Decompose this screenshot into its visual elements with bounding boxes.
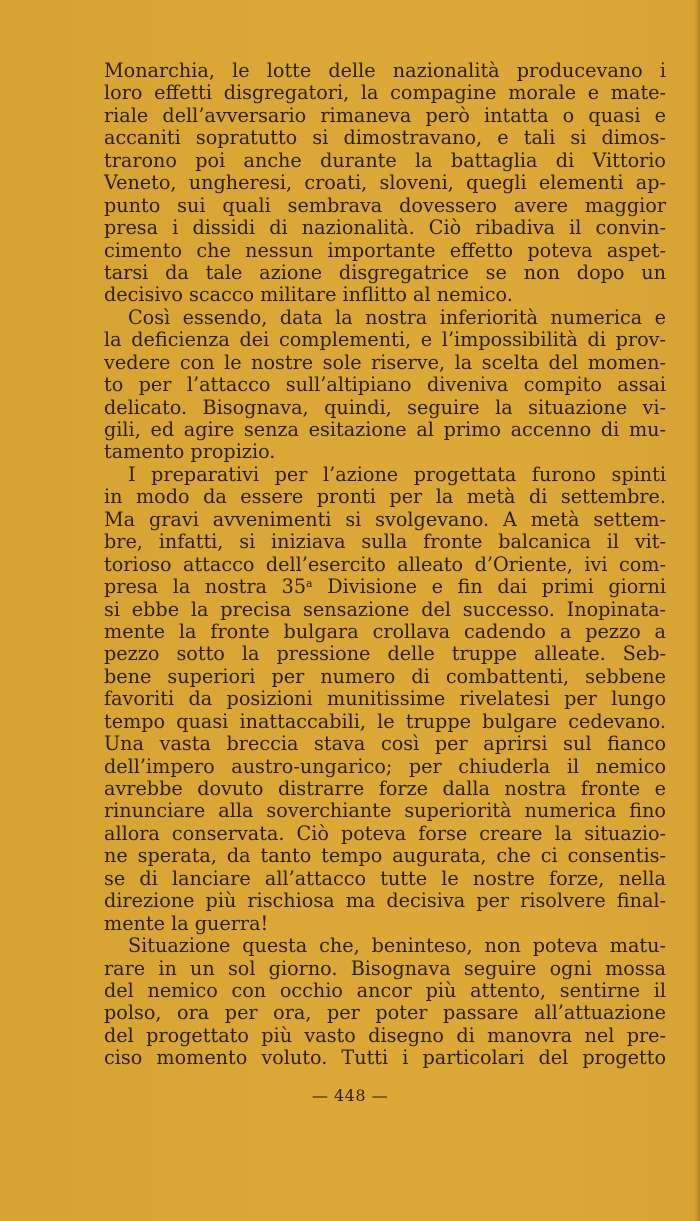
- text-line: to per l’attacco sull’altipiano diveniva compito assai: [104, 373, 666, 397]
- text-line: Ma gravi avvenimenti si svolgevano. A metà settem-: [104, 507, 666, 531]
- text-line: accaniti sopratutto si dimostravano, e tali si dimos-: [104, 126, 666, 150]
- text-line: Situazione questa che, beninteso, non poteva matu-: [128, 934, 666, 958]
- text-line: tempo quasi inattaccabili, le truppe bulgare cedevano.: [104, 709, 666, 733]
- body-text: [104, 60, 666, 1070]
- text-line: loro effetti disgregatori, la compagine morale e mate-: [104, 81, 666, 105]
- text-line: se di lanciare all’attacco tutte le nostre forze, nella: [104, 866, 666, 890]
- text-line: rare in un sol giorno. Bisognava seguire ogni mossa: [104, 956, 666, 980]
- text-line-segment: presa la nostra 35: [104, 575, 307, 599]
- text-line: bene superiori per numero di combattenti, sebbene: [104, 664, 666, 688]
- text-line: favoriti da posizioni munitissime rivelatesi per lungo: [104, 687, 666, 711]
- text-line: tamento propizio.: [104, 440, 276, 464]
- text-line: Una vasta breccia stava così per aprirsi sul fianco: [104, 732, 666, 756]
- text-line: decisivo scacco militare inflitto al nemico.: [104, 283, 513, 307]
- text-line: del nemico con occhio ancor più attento, sentirne il: [104, 978, 666, 1002]
- text-line: del progettato più vasto disegno di manovra nel pre-: [104, 1023, 666, 1047]
- text-line: I preparativi per l’azione progettata furono spinti: [128, 462, 666, 486]
- text-line: dell’impero austro-ungarico; per chiuderla il nemico: [104, 754, 666, 778]
- text-line: ciso momento voluto. Tutti i particolari del progetto: [104, 1046, 666, 1070]
- text-line: si ebbe la precisa sensazione del successo. Inopinata-: [104, 597, 666, 621]
- text-line: polso, ora per ora, per poter passare all’attuazione: [104, 1001, 666, 1025]
- text-line-segment: Divisione e fin dai primi giorni: [312, 575, 666, 599]
- text-line: pezzo sotto la pressione delle truppe alleate. Seb-: [104, 642, 666, 666]
- text-line: la deficienza dei complementi, e l’impossibilità di prov-: [104, 328, 666, 352]
- text-line: ne sperata, da tanto tempo augurata, che ci consentis-: [104, 844, 666, 868]
- superscript: a: [306, 577, 313, 591]
- text-line: Così essendo, data la nostra inferiorità numerica e: [128, 305, 666, 329]
- text-line: vedere con le nostre sole riserve, la scelta del momen-: [104, 350, 666, 374]
- text-line: rinunciare alla soverchiante superiorità numerica fino: [104, 799, 666, 823]
- text-line: trarono poi anche durante la battaglia di Vittorio: [104, 148, 666, 172]
- text-line: avrebbe dovuto distrarre forze dalla nostra fronte e: [104, 777, 666, 800]
- text-line: delicato. Bisognava, quindi, seguire la situazione vi-: [104, 395, 666, 419]
- text-line: bre, infatti, si iniziava sulla fronte balcanica il vit-: [104, 530, 666, 554]
- text-line: in modo da essere pronti per la metà di settembre.: [104, 485, 666, 509]
- text-line: mente la guerra!: [104, 911, 269, 935]
- page-edge-shadow: [694, 0, 700, 1221]
- text-line: mente la fronte bulgara crollava cadendo a pezzo a: [104, 619, 666, 643]
- text-line: tarsi da tale azione disgregatrice se non dopo un: [104, 260, 666, 284]
- text-line: riale dell’avversario rimaneva però intatta o quasi e: [104, 103, 666, 127]
- text-line: gili, ed agire senza esitazione al primo accenno di mu-: [104, 418, 666, 441]
- text-line: [104, 576, 666, 598]
- text-line: punto sui quali sembrava dovessero avere maggior: [104, 193, 666, 217]
- text-line: torioso attacco dell’esercito alleato d’Oriente, ivi com-: [104, 552, 666, 576]
- text-line: presa i dissidi di nazionalità. Ciò ribadiva il convin-: [104, 216, 666, 240]
- text-line: Veneto, ungheresi, croati, sloveni, quegli elementi ap-: [104, 171, 666, 195]
- text-line: Monarchia, le lotte delle nazionalità producevano i: [104, 59, 666, 82]
- text-line: direzione più rischiosa ma decisiva per risolvere final-: [104, 889, 666, 913]
- page-number: — 448 —: [311, 1086, 389, 1105]
- text-line: allora conservata. Ciò poteva forse creare la situazio-: [104, 821, 666, 845]
- text-line: cimento che nessun importante effetto poteva aspet-: [104, 238, 666, 262]
